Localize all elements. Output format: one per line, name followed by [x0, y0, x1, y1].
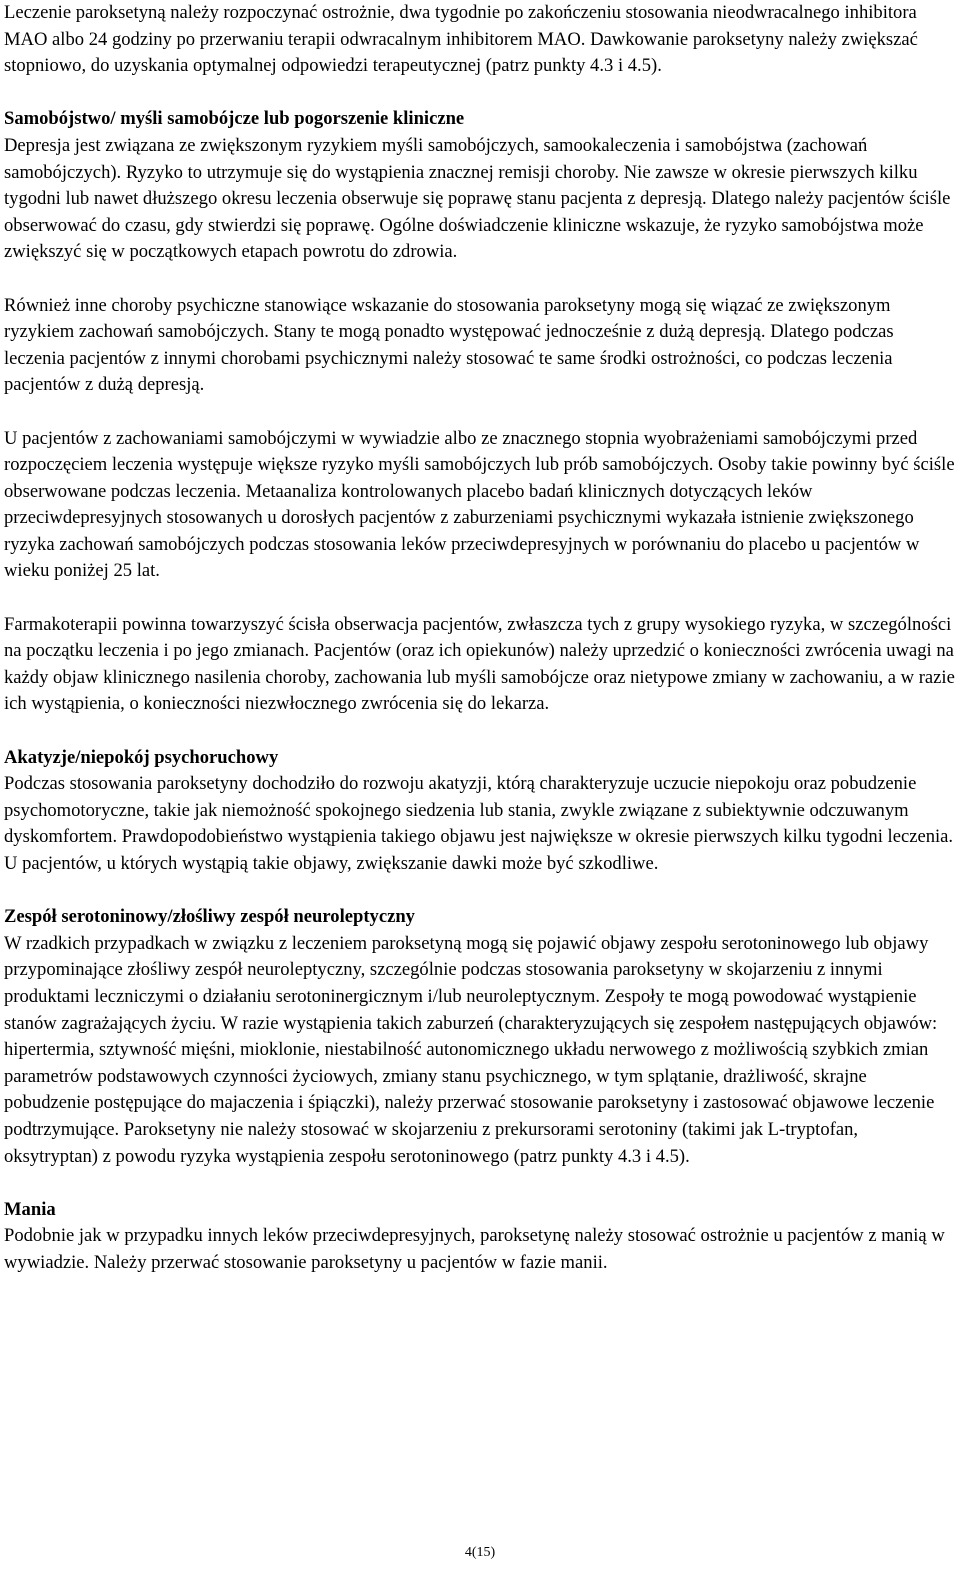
paragraph-gap: [4, 718, 956, 745]
mania-paragraph: Podobnie jak w przypadku innych leków przeciwdepresyjnych, paroksetynę należy stosować ostrożnie u pacjentów z manią w wywiadzie. Należy przerwać stosowanie paroksetyny u pacjentów w fazie manii.: [4, 1225, 945, 1273]
paragraph-gap: [4, 399, 956, 426]
document-page: [4, 0, 956, 1277]
intro-section: [4, 0, 956, 80]
paragraph-gap: [4, 80, 956, 107]
suicide-paragraph-3: U pacjentów z zachowaniami samobójczymi w wywiadzie albo ze znacznego stopnia wyobrażeniami samobójczymi przed rozpoczęciem leczenia występuje większe ryzyko myśli samobójczych lub prób samobójczych. Osoby takie powinny być ściśle obserwowane podczas leczenia. Metaanaliza kontrolowanych placebo badań klinicznych dotyczących leków przeciwdepresyjnych stosowanych u dorosłych pacjentów z zaburzeniami psychicznymi wykazała istnienie zwiększonego ryzyka zachowań samobójczych podczas stosowania leków przeciwdepresyjnych w porównaniu do placebo u pacjentów w wieku poniżej 25 lat.: [4, 427, 955, 582]
page-number: 4(15): [464, 1545, 496, 1560]
intro-paragraph: Leczenie paroksetyną należy rozpoczynać ostrożnie, dwa tygodnie po zakończeniu stosowania nieodwracalnego inhibitora MAO albo 24 godziny po przerwaniu terapii odwracalnym inhibitorem MAO. Dawkowanie paroksetyny należy zwiększać stopniowo, do uzyskania optymalnej odpowiedzi terapeutycznej (patrz punkty 4.3 i 4.5).: [4, 2, 918, 77]
paragraph-gap: [4, 878, 956, 905]
akathisia-section: [4, 745, 956, 878]
akathisia-paragraph: Podczas stosowania paroksetyny dochodziło do rozwoju akatyzji, którą charakteryzuje uczucie niepokoju oraz pobudzenie psychomotoryczne, takie jak niemożność spokojnego siedzenia lub stania, zwykle związane z subiektywnie odczuwanym dyskomfortem. Prawdopodobieństwo wystąpienia takiego objawu jest największe w okresie pierwszych kilku tygodni leczenia. U pacjentów, u których wystąpią takie objawy, zwiększanie dawki może być szkodliwe.: [4, 773, 954, 874]
suicide-paragraph-2: Również inne choroby psychiczne stanowiące wskazanie do stosowania paroksetyny mogą się wiązać ze zwiększonym ryzykiem zachowań samobójczych. Stany te mogą ponadto występować jednocześnie z dużą depresją. Dlatego podczas leczenia pacjentów z innymi chorobami psychicznymi należy stosować te same środki ostrożności, co podczas leczenia pacjentów z dużą depresją.: [4, 294, 894, 396]
section-heading-serotonin: Zespół serotoninowy/złośliwy zespół neuroleptyczny: [4, 906, 415, 928]
mania-section: [4, 1197, 956, 1277]
section-heading-akathisia: Akatyzje/niepokój psychoruchowy: [4, 746, 279, 768]
suicide-paragraph-4: Farmakoterapii powinna towarzyszyć ścisła obserwacja pacjentów, zwłaszcza tych z grupy wysokiego ryzyka, w szczególności na początku leczenia i po jego zmianach. Pacjentów (oraz ich opiekunów) należy uprzedzić o konieczności zwrócenia uwagi na każdy objaw klinicznego nasilenia choroby, zachowania lub myśli samobójcze oraz nietypowe zmiany w zachowaniu, a w razie ich wystąpienia, o konieczności niezwłocznego zwrócenia się do lekarza.: [4, 613, 955, 715]
serotonin-section: [4, 904, 956, 1170]
section-heading-suicide: Samobójstwo/ myśli samobójcze lub pogorszenie kliniczne: [4, 108, 465, 130]
suicide-paragraph-1: Depresja jest związana ze zwiększonym ryzykiem myśli samobójczych, samookaleczenia i samobójstwa (zachowań samobójczych). Ryzyko to utrzymuje się do wystąpienia znacznej remisji choroby. Nie zawsze w okresie pierwszych kilku tygodni lub nawet dłuższego okresu leczenia obserwuje się poprawę stanu pacjenta z depresją. Dlatego należy pacjentów ściśle obserwować do czasu, gdy stwierdzi się poprawę. Ogólne doświadczenie kliniczne wskazuje, że ryzyko samobójstwa może zwiększyć się w początkowych etapach powrotu do zdrowia.: [4, 134, 951, 263]
paragraph-gap: [4, 266, 956, 293]
paragraph-gap: [4, 585, 956, 612]
serotonin-paragraph: W rzadkich przypadkach w związku z leczeniem paroksetyną mogą się pojawić objawy zespołu serotoninowego lub objawy przypominające złośliwy zespół neuroleptyczny, szczególnie podczas stosowania paroksetyny w skojarzeniu z innymi produktami leczniczymi o działaniu serotoninergicznym i/lub neuroleptycznym. Zespoły te mogą powodować wystąpienie stanów zagrażających życiu. W razie wystąpienia takich zaburzeń (charakteryzujących się zespołem następujących objawów: hipertermia, sztywność mięśni, mioklonie, niestabilność autonomicznego układu nerwowego z możliwością szybkich zmian parametrów podstawowych czynności życiowych, zmiany stanu psychicznego, w tym splątanie, drażliwość, skrajne pobudzenie postępujące do majaczenia i śpiączki), należy przerwać stosowanie paroksetyny i zastosować objawowe leczenie podtrzymujące. Paroksetyny nie należy stosować w skojarzeniu z prekursorami serotoniny (takimi jak L-tryptofan, oksytryptan) z powodu ryzyka wystąpienia zespołu serotoninowego (patrz punkty 4.3 i 4.5).: [4, 932, 938, 1167]
section-heading-mania: Mania: [4, 1198, 56, 1220]
suicide-section: [4, 106, 956, 718]
paragraph-gap: [4, 1170, 956, 1197]
